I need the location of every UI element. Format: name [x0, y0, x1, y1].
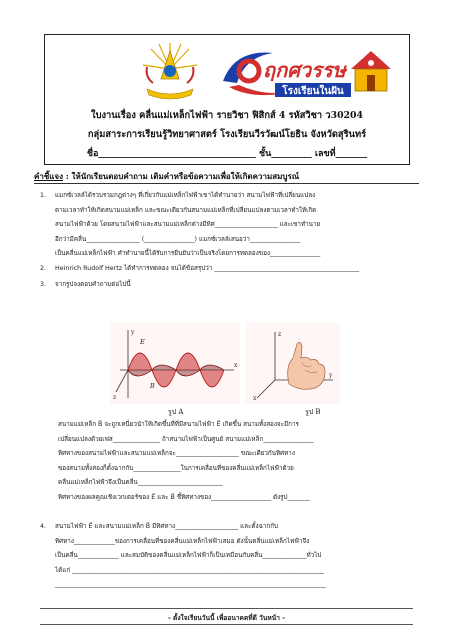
instruction-text: : ให้นักเรียนตอบคำถาม เติมคำหรือข้อความเพื่อให้เกิดความสมบูรณ์ — [63, 171, 300, 181]
instruction-divider — [34, 183, 419, 184]
figure-a-caption: รูป A — [168, 408, 184, 416]
q4-line: ______________________________________________________________________________________ — [55, 581, 326, 588]
fig-a-b-label: B — [150, 382, 155, 390]
q4-line: ทิศทาง_____________ของการเคลื่อนที่ของคลื่นแม่เหล็กไฟฟ้าเสมอ ดังนั้นคลื่นแม่เหล็กไฟฟ้าจึง — [55, 537, 310, 545]
q3-intro — [55, 278, 415, 293]
instruction-label: คำชี้แจง — [34, 171, 64, 181]
q2-number: 2. — [40, 265, 47, 272]
q3-line: เปลี่ยนแปลงด้วยเฟส_______________ ถ้าสนามไฟฟ้าเป็นศูนย์ สนามแม่เหล็ก________________ — [58, 435, 314, 443]
fig-a-x-label: x — [234, 362, 238, 369]
project-logo-subtext: โรงเรียนในฝัน — [282, 86, 344, 97]
footer-divider-bottom — [40, 624, 413, 625]
fig-a-y-label: y — [131, 329, 135, 336]
footer-divider-top — [40, 608, 413, 609]
q3-line: สนามแม่เหล็ก B⃗ จะถูกเหนี่ยวนำให้เกิดขึ้นที่ที่มีสนามไฟฟ้า E⃗ เกิดขึ้น สนามทั้งสองจะมีการ — [58, 421, 299, 428]
q1-line: อีกว่ามีคลื่น_________________ (________________) แมกซ์เวลล์เสนอว่า________________ — [55, 235, 301, 243]
q3-line: คลื่นแม่เหล็กไฟฟ้าจึงเป็นคลื่น___________________________ — [58, 479, 223, 486]
fig-b-y-label: y — [329, 372, 333, 379]
q1-line: ตามเวลาทำให้เกิดสนามแม่เหล็ก และขณะเดียวกันสนามแม่เหล็กที่เปลี่ยนแปลงตามเวลาทำให้เกิด — [55, 206, 317, 214]
project-logo-text: ฤกศวรรษ — [263, 58, 346, 82]
figure-b-right-hand-rule — [245, 322, 340, 404]
header-box — [44, 34, 410, 165]
figure-a-em-wave — [110, 322, 240, 404]
q3-line: ทิศทางของผลคูณเชิงเวกเตอร์ของ E⃗ และ B⃗ ชี้ทิศทางของ___________________ ดังรูป_______ — [58, 493, 310, 501]
q1-paragraph — [55, 189, 415, 262]
footer-motto: - ตั้งใจเรียนวันนี้ เพื่ออนาคตที่ดี วันหน้า - — [168, 614, 285, 622]
q2-line: Heinrich Rudolf Hertz ได้ทำการทดลอง จนได้ข้อสรุปว่า ______________________________________________ — [55, 265, 360, 272]
em-wave-figures — [110, 322, 350, 404]
q4-line: ได้แก่ ________________________________________________________________________________ — [55, 566, 325, 574]
q3-intro-text: จากรูปจงตอบคำถามต่อไปนี้ — [55, 281, 131, 288]
q4-line: เป็นคลื่น_____________ และสมบัติของคลื่นแม่เหล็กไฟฟ้าก็เป็นเหมือนกับคลื่น______________ทั่วไป — [55, 552, 322, 559]
q1-line: เป็นคลื่นแม่เหล็กไฟฟ้า คำทำนายนี้ได้รับการยืนยันว่าเป็นจริงโดยการทดลองของ________________ — [55, 250, 321, 257]
q3-number: 3. — [40, 281, 47, 288]
worksheet-title: ใบงานเรื่อง คลื่นแม่เหล็กไฟฟ้า รายวิชา ฟิสิกส์ 4 รหัสวิชา ว30204 — [91, 110, 363, 121]
q3-line: ของสนามทั้งสองก็ตั้งฉากกับ_______________ในการเคลื่อนที่ของคลื่นแม่เหล็กไฟฟ้าด้วย — [58, 464, 294, 472]
q4-line: สนามไฟฟ้า E⃗ และสนามแม่เหล็ก B⃗ มีทิศทาง____________________ และตั้งฉากกับ — [55, 523, 279, 530]
school-emblem-logo — [137, 39, 203, 105]
q1-line: แมกซ์เวลล์ได้รวบรวมกฎต่างๆ ที่เกี่ยวกับแม่เหล็กไฟฟ้าเขาได้ทำนายว่า สนามไฟฟ้าที่เปลี่ยนแปลง — [55, 192, 316, 199]
q4-number: 4. — [40, 523, 47, 530]
q1-number: 1. — [40, 192, 47, 199]
q1-line: สนามไฟฟ้าด้วย โดยสนามไฟฟ้าและสนามแม่เหล็กต่างมีทิศ____________________ และเขาทำนาย — [55, 221, 321, 228]
figure-b-caption: รูป B — [305, 408, 321, 416]
instruction-line — [34, 170, 419, 183]
fig-a-z-label: z — [113, 394, 117, 401]
q3-paragraph — [58, 418, 418, 505]
q4-paragraph — [55, 520, 415, 593]
q2-paragraph — [55, 262, 415, 277]
subject-group-line: กลุ่มสาระการเรียนรู้วิทยาศาสตร์ โรงเรียนวีรวัฒน์โยธิน จังหวัดสุรินทร์ — [87, 129, 367, 140]
fig-a-e-label: E — [140, 338, 145, 346]
dream-school-project-logo — [215, 41, 395, 105]
student-name-line: ชื่อ___________________________________ ชั้น_________ เลขที่_______ — [86, 149, 368, 159]
q3-line: ทิศทางของสนามไฟฟ้าและสนามแม่เหล็กจะ____________________ ขณะเดียวกันทิศทาง — [58, 450, 295, 457]
logo-area — [45, 35, 409, 107]
fig-b-z-label: z — [278, 331, 282, 338]
fig-b-x-label: x — [253, 395, 257, 402]
